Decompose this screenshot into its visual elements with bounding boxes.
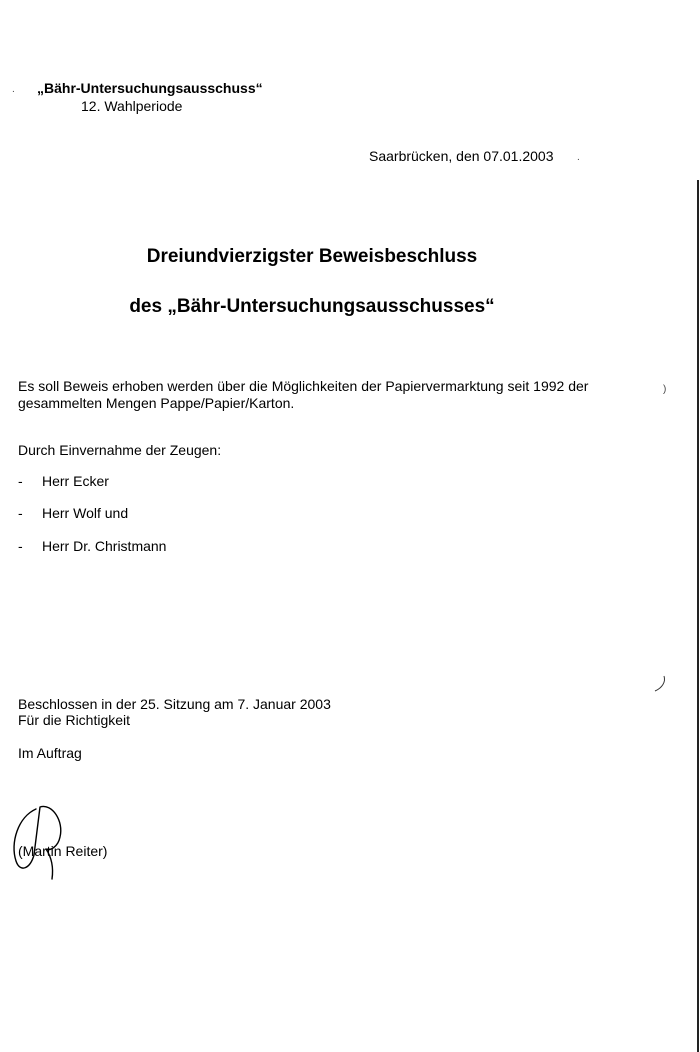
witness-name: Herr Ecker [42, 473, 109, 489]
list-bullet: - [18, 505, 23, 521]
certification-line: Für die Richtigkeit [18, 712, 131, 728]
resolution-date: Beschlossen in der 25. Sitzung am 7. Januar 2003 [18, 696, 331, 712]
handwritten-signature [6, 803, 76, 881]
witness-intro: Durch Einvernahme der Zeugen: [18, 442, 222, 458]
legislative-period: 12. Wahlperiode [81, 98, 183, 114]
date-line: Saarbrücken, den 07.01.2003 [369, 148, 554, 164]
witness-name: Herr Dr. Christmann [42, 538, 167, 554]
signer-name: (Martin Reiter) [18, 843, 108, 859]
document-subtitle: des „Bähr-Untersuchungsausschusses“ [129, 296, 495, 317]
on-behalf-line: Im Auftrag [18, 745, 82, 761]
list-bullet: - [18, 538, 23, 554]
list-item [18, 473, 109, 489]
scan-speck: ) [663, 384, 667, 395]
scan-edge-line [697, 180, 699, 1052]
resolution-paragraph: Es soll Beweis erhoben werden über die Möglichkeiten der Papiervermarktung seit 1992 der gesammelten Mengen Pappe/Papier/Karton. [18, 378, 589, 411]
witness-name: Herr Wolf und [42, 505, 129, 521]
scan-mark [652, 674, 668, 694]
list-item [18, 538, 166, 554]
list-bullet: - [18, 473, 23, 489]
scan-speck: . [12, 84, 15, 95]
list-item [18, 505, 128, 521]
document-title: Dreiundvierzigster Beweisbeschluss [146, 246, 478, 267]
committee-name: „Bähr-Untersuchungsausschuss“ [37, 80, 263, 96]
scan-speck: . [577, 152, 580, 163]
